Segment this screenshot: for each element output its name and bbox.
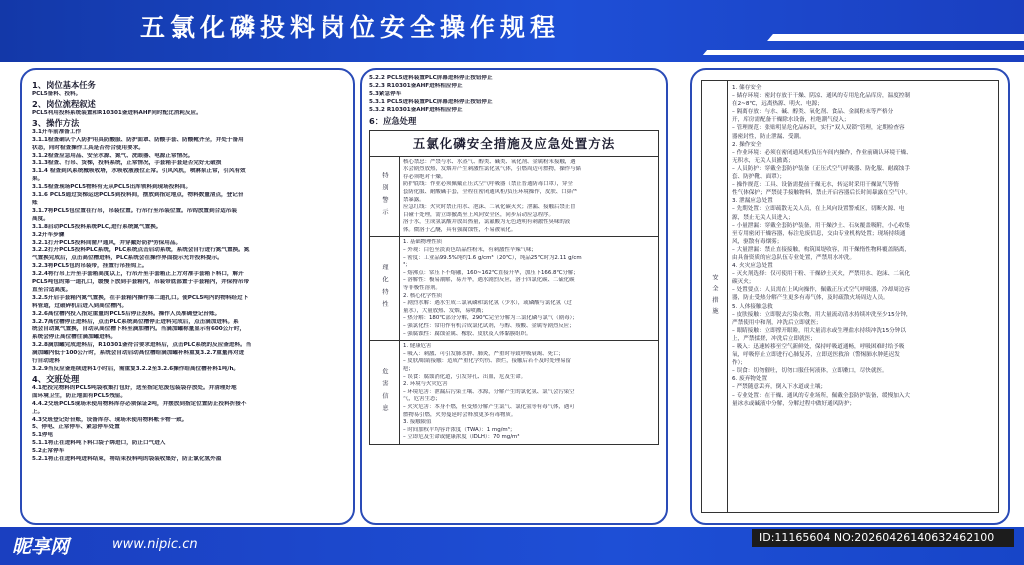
text-line: – 灭火剂选择：仅可使用干粉、干燥砂土灭火，严禁用水、泡沫、二氧化 <box>732 271 910 278</box>
text-line: – 剧烈水解：遇水生成三氯氧磷和氯化氢（少水），或磷酸与氯化氢（过 <box>403 300 572 307</box>
text-line: 系统会停止高位槽往滴加罐进料。 <box>32 334 116 341</box>
text-line: 行自动进料 <box>32 358 60 365</box>
text-line: 料管道，过破碎机后进入到高位槽内。 <box>32 302 128 309</box>
text-line: 无积水，无关人员撤离； <box>732 157 794 164</box>
text-line: 上。 <box>32 408 44 415</box>
text-line: PCL5备料、投料。 <box>32 91 82 97</box>
text-line: – 处置要点：人员需在上风向操作，佩戴正压式空气呼吸器，冷却周边容 <box>732 287 910 294</box>
table-row <box>370 341 658 444</box>
text-line: – 人员防护：穿戴全套防护装备（正压式空气呼吸器、防化服、耐腐蚀手 <box>732 165 910 172</box>
text-line: – 管理规范：张贴明显危化品标识，实行“双人双锁”管理，定期检查容 <box>732 125 905 132</box>
text-line: – 作业环境：必须在密闭通风柜/负压车间内操作，作业前确认环境干燥、 <box>732 149 912 156</box>
text-line: 器，防止受热分解产生更多有毒气体，及时疏散火场周边人员。 <box>732 295 889 302</box>
text-line: 疤； <box>403 365 414 372</box>
text-line: 器密封性，防止泄漏、受潮。 <box>732 133 805 140</box>
text-line: – 熔沸点：常压下不熔融，160~162℃直接升华，加压下166.8℃分解； <box>403 269 579 276</box>
section-heading: 3、操作方法 <box>32 117 80 128</box>
text-line: 3.1开车前准备工作 <box>32 128 82 135</box>
text-line: 水会剧烈放热，发烟并产生刺激性氯化氢气体，引燃周边可燃物，操作与储 <box>403 166 581 173</box>
text-line: 3.2.4将行吊上升至手套箱高度以上，行吊开至手套箱正上方对准手套箱下料口，解开 <box>32 271 244 278</box>
text-line: 3.2.2打开PCL5投料PLC系统，PLC系统点击启动系统，系统会自行进行氮气置换。氮 <box>32 247 250 254</box>
text-line: 防护底线：作业必须佩戴正压式空气呼吸器（禁止普通防毒口罩），穿全 <box>403 181 573 188</box>
text-line: 4.4.2交班PCL5现场未使用物料库存必须保证2吨，并摆放到指定位置防止投料折接不 <box>32 400 247 407</box>
text-line: 量冰水或碱液中分解，分解过程中做好通风防护； <box>732 400 856 407</box>
middle-panel <box>360 68 668 525</box>
text-line: 3.1.1检查确认个人防护用具防酸服、防护面罩、防酸手套、防酸靴齐全，并处于备用 <box>32 136 244 143</box>
text-line: 源，禁止无关人员进入； <box>732 214 794 221</box>
text-line: 套防化服、耐酸碱手套，全程在密闭通风柜/负压环境操作，皮肤、口鼻严 <box>403 188 578 195</box>
text-line: 溶于水，生成氢氯酸并放出热量，氯氟酸为无色透明有刺激性臭味的液 <box>403 219 571 226</box>
emergency-table <box>369 130 659 445</box>
text-line: 5.3.1 PCL5进料装置PLC屏幕进料停止按钮停止 <box>369 98 493 105</box>
text-line: 1. 健康危害 <box>403 343 432 350</box>
text-line: 气，危害生态； <box>403 396 441 403</box>
text-line: PCL5利用投料系统装置和R10301釜进料AHF同时配比消耗反应。 <box>32 109 202 116</box>
safety-measures-label: 安全措施 <box>702 81 728 512</box>
text-line: – 操作规范：工具、设备需提前干燥无水，转运时采用干燥氮气等惰 <box>732 182 899 189</box>
text-line: 状态，同时检查操作工具是否符合使用要求。 <box>32 144 144 151</box>
text-line: 6. 废弃物处置 <box>732 376 768 383</box>
text-line: 3. 泄漏应急处置 <box>732 198 773 205</box>
text-line: 5.1.1将正在进料吨下料口袋子绑进口，防止口气进入 <box>32 440 166 447</box>
text-line: – 热分解：180℃部分分解，290℃完全分解为三氯化磷与氯气（剧毒）； <box>403 315 578 322</box>
table-title: 五氯化磷安全措施及应急处置方法 <box>370 131 658 157</box>
text-line: 5、停电、正常停车、紧急停车处置 <box>32 424 120 431</box>
text-line: – 眼睛接触：立即撑开眼睑，用大量清水或生理盐水持续冲洗15分钟以 <box>732 327 906 334</box>
text-line: – 隔离存放：与水、碱、醇类、氧化剂、食品、金属粉末等严格分 <box>732 109 894 116</box>
text-line: 3.2.7高位槽停止进料后，点击PLC系统高位槽停止进料完成后，点击滴加进料。系 <box>32 318 239 325</box>
right-panel <box>690 68 1010 525</box>
table-row <box>370 237 658 341</box>
text-line: 3.1.3检查、行吊、货梯，投料系统，正常情况，手套箱手套是否完好无破损 <box>32 160 222 167</box>
image-id-strip: ID:11165604 NO:20260426140632462100 <box>752 529 1014 547</box>
section-heading: 1、岗位基本任务 <box>32 80 96 90</box>
watermark-logo: 昵享网 <box>12 536 70 558</box>
text-line: 3.2.8滴加罐完成进料后，R10301釜符合要求进料后，点击PLC系统的反应釜进料。当 <box>32 342 252 349</box>
text-line: 套、防护靴、面罩）； <box>732 174 786 181</box>
text-line: 3.2.9当反应釜连续进料1小时后，需重复3.2.2至3.2.6操作给高位槽补料1吨/h。 <box>32 366 240 372</box>
text-line: – 立即危及生命或健康浓度（IDLH）：70 mg/m³ <box>403 434 520 441</box>
text-line: 5.1停电 <box>32 432 54 439</box>
row-body <box>400 157 658 237</box>
text-line: 3.1.6 PCL5通过货梯运送PCL5到投料间，摆放到指定地点，物料数量清点，登记台 <box>32 192 244 199</box>
text-line: 风，驱散有毒烟雾； <box>732 238 783 245</box>
text-line: – 严禁随意丢弃，倒入下水道或土壤； <box>732 384 827 391</box>
text-line: 上，严禁揉搓，冲洗后立即就医； <box>732 335 816 342</box>
text-line: 高度。 <box>32 215 49 222</box>
text-line: 作）； <box>732 360 746 367</box>
text-line: 账 <box>32 199 38 206</box>
section-6-heading: 6：应急处理 <box>369 115 417 126</box>
text-line: – 大量泄漏：禁止直接接触，构筑围堤收容，用干燥惰性物料覆盖隔离， <box>732 246 910 253</box>
text-line: 3.1.8启动PCL5投料系统PLC,进行系统氮气置换。 <box>32 223 162 230</box>
text-line: 2. 环境与火灾危害 <box>403 381 448 388</box>
middle-top-lines <box>369 75 659 115</box>
section-heading: 4、交班处理 <box>32 373 80 384</box>
watermark-url: www.nipic.cn <box>112 537 198 552</box>
decor-stripe <box>857 34 1024 41</box>
text-line: 严禁使用中和剂，冲洗后立即就医； <box>732 319 822 326</box>
text-line: 禁暴露。 <box>403 196 425 203</box>
text-line: – 专业处置：在干燥、通风的专业场所，佩戴全套防护装备，缓慢加入大 <box>732 392 910 399</box>
text-line: – 误食：切勿催吐，切勿口服任何液体，立即漱口，尽快就医。 <box>732 368 888 375</box>
table-row <box>370 157 658 238</box>
text-line: 2. 核心化学性质 <box>403 292 443 299</box>
text-line: 体。微溶于乙醚，具有强腐蚀性，不易被氧化。 <box>403 226 517 233</box>
safety-measures-box <box>701 80 999 513</box>
text-line: ³； <box>403 262 411 269</box>
text-line: 5.2.2 PCL5进料装置PLC屏幕进料停止按钮停止 <box>369 75 493 81</box>
text-line: 至专用密闭干燥容器，标注危废信息，交由专业机构处置；现场持续通 <box>732 230 906 237</box>
text-line: 5. 人体接触急救 <box>732 303 773 310</box>
text-line: 3. 接触限值 <box>403 419 432 426</box>
text-line: 滴加罐内低于100公斤时，系统会自动启动高位槽给滴加罐补料重复3.2.7重量再对进 <box>32 350 245 357</box>
text-line: 面环境卫生，防止地面有PCL5残留。 <box>32 392 126 399</box>
text-line: – 火灾危害：本身不燃，但受热分解产生氯气、氯化氢等有毒气体，遇可 <box>403 403 575 410</box>
text-line: 5.2.3 R10301釜AHF进料相应停止 <box>369 82 463 89</box>
text-line: 直至合适高度。 <box>32 286 72 293</box>
text-line: 由具备资质的应急队伍专业处置，严禁用水冲洗。 <box>732 254 856 261</box>
text-line: 3.1.2检查应急用品、安全水源、氮气、洗眼器、电源正常情况。 <box>32 152 194 159</box>
text-line: – 时间加权平均容许浓度（TWA）：1 mg/m³； <box>403 426 516 433</box>
row-body <box>400 341 658 444</box>
row-label: 危害信息 <box>370 341 400 444</box>
text-line: 3.1.7将PCL5包位置在行吊，吊装位置。行吊行至吊装位置。吊钩放置到合适吊装 <box>32 207 237 214</box>
text-line: PCL5吨包的第一道扎口，缓慢下放到手套箱内，吊装带底部置于手套箱内，并保持吊带 <box>32 279 250 286</box>
text-line: – 小量泄漏：穿戴全套防护装备，用干燥沙土、石灰覆盖吸附，小心收集 <box>732 222 910 229</box>
text-line: 3.2.5开启手套箱内氮气置换，在手套箱内操作第二道扎口。使PCL5吨内的物料经过下 <box>32 294 249 301</box>
text-line: 3.2.1打开PCL5投料间窗户通风，并穿戴好防护劳保用品。 <box>32 239 182 246</box>
text-line: – 强氯化性：常用作有机合成氯化试剂，与醇、羧酸、金属等剧烈反应； <box>403 323 575 329</box>
text-line: 性气体保护；严禁徒手接触物料，禁止开启容器后长时间暴露在空气中。 <box>732 190 912 197</box>
text-line: 3.2.3将PCL5包的吊装带，挂置行吊挂钩上。 <box>32 263 148 270</box>
text-line: 开，库房需配备干燥除水设备，杜绝潮气侵入； <box>732 117 850 124</box>
text-line: 4.1把投完物料的PCL5吨袋收集打包好，送至指定危废包装袋存放处。并清理好地 <box>32 384 237 391</box>
text-line: 碳灭火； <box>732 279 755 286</box>
text-line: – 吸入：刺激、可引发肺水肿、肺炎，严重时导致呼吸衰竭、死亡； <box>403 350 564 357</box>
text-line: – 强腐蚀性：腐蚀金属、橡胶、皮肤及人体黏膜组织。 <box>403 330 532 337</box>
text-line: 3.1.4 检查到风系统械吸收塔，水吸收液液位正常。引风风机，喷淋泵正常，引风有效 <box>32 168 246 175</box>
text-line: 存必须绝对干燥。 <box>403 173 447 180</box>
row-label: 特别警示 <box>370 157 400 237</box>
page-title: 五氯化磷投料岗位安全操作规程 <box>139 13 560 42</box>
text-line: – 先期处置：立即疏散无关人员，在上风向设置警戒区，切断火源、电 <box>732 206 905 213</box>
text-line: – 吸入：迅速转移至空气新鲜处，保持呼吸道通畅，呼吸困难时给予吸 <box>732 344 905 350</box>
text-line: 5.3紧急停车 <box>369 90 402 97</box>
safety-measures-body <box>728 81 998 512</box>
text-line: – 溶解性：极易潮解，易升华，遇水剧烈反应，溶于四氯化碳、二硫化碳 <box>403 277 575 284</box>
text-line: 5.3.2 R10301釜AHF进料相应停止 <box>369 106 463 113</box>
text-line: 3.2.6高位槽内投入指定重量的PCL5后停止投料。操作人员准确登记台账。 <box>32 310 221 317</box>
text-line: 3.1.5检查现场PCL5物料有无从PCL5出库领料到现场投料间。 <box>32 184 192 191</box>
text-line: 果。 <box>32 176 44 183</box>
text-line: 4. 火灾应急处置 <box>732 263 773 270</box>
text-line: – 皮肤接触：立即脱去污染衣物，用大量流动清水持续冲洗至少15分钟， <box>732 311 912 318</box>
text-line: 等非极性溶剂。 <box>403 285 441 292</box>
text-line: 5.2.1将正在进料吨进料结束，将结束投料吨的袋装收集好，防止氯化氢外溢 <box>32 456 222 463</box>
row-body <box>400 237 658 340</box>
text-line: 5.2正常停车 <box>32 448 65 455</box>
text-line: – 密度：工业品99.5%纯约1.6 g/cm³（20℃），纯品25℃时为2.11 g/cm <box>403 254 582 261</box>
text-line: – 皮肤/眼睛接触：造成严重化学灼伤、溃烂，接触后若不及时处理易留 <box>403 358 571 365</box>
text-line: – 储存环境：密封存放于干燥、阴凉、通风的专用危化品库房，温度控制 <box>732 93 910 100</box>
text-line: – 误食：腐蚀消化道，引发穿孔、出血，危及生命。 <box>403 373 527 380</box>
decor-stripe <box>703 50 1024 55</box>
row-label: 理化特性 <box>370 237 400 340</box>
text-line: 1. 基础物理性质 <box>403 239 443 246</box>
text-line: 目碰干处理，需立即撤离至上风向安全区，同步启动应急程序。 <box>403 211 554 218</box>
text-line: 3.2开车步骤 <box>32 231 65 238</box>
text-line: 应急红线：火灾时禁止用水、泡沫、二氧化碳灭火；泄漏、接触后禁止冒 <box>403 204 576 211</box>
text-line: 燃物易引燃，火势蔓延时会释放更多有毒物质。 <box>403 411 517 418</box>
text-line: 4.3交班登记好台账，设备库存、现场未使用物料帐卡物一致。 <box>32 416 188 423</box>
left-panel <box>20 68 355 525</box>
text-line: – 外观：白色至淡黄色结晶性粉末，有刺激性辛辣气味； <box>403 247 537 254</box>
text-line: 2. 操作安全 <box>732 141 762 148</box>
text-line: 统会自动氮气置换，自动从高位槽下料至滴加槽内。当滴加罐称量显示有600公斤时， <box>32 326 246 333</box>
text-line: 在2~8℃，远离热源、明火、电源； <box>732 101 823 108</box>
text-line: 量水），大量放热、发烟，易喷溅； <box>403 307 487 314</box>
text-line: – 环境危害：泄漏后污染土壤、水源，分解产生的氯化氢、氯气会污染空 <box>403 388 575 395</box>
text-line: 核心禁忌：严禁与水、水蒸气、醇类、碱类、氧化剂、金属粉末接触，遇 <box>403 158 576 165</box>
text-line: 1. 储存安全 <box>732 85 762 91</box>
text-line: 氧，呼吸停止立即进行心肺复苏，立即送医救治（警惕肺水肿延迟发 <box>732 352 900 359</box>
text-line: 气置换完成后，点击高位槽进料，PLC系统会在操作界面提示允许投料提示。 <box>32 255 223 262</box>
section-heading: 2、岗位流程叙述 <box>32 98 96 109</box>
header-banner <box>0 0 1024 62</box>
